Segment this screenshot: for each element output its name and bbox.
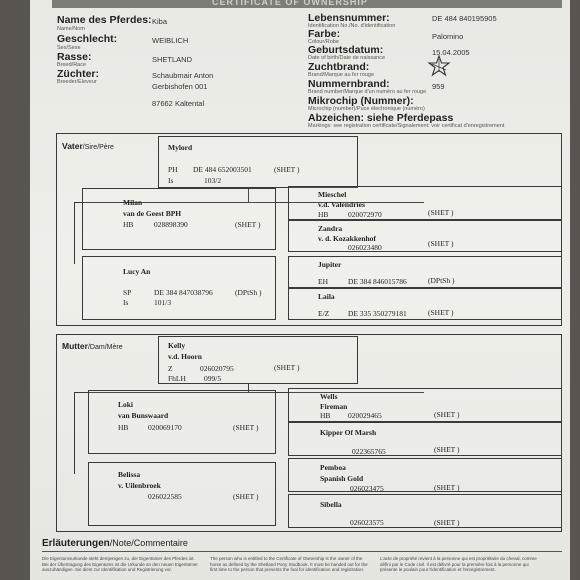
- footer-col-french: L'acte de propriété revient à la personne qui est propriétaire du cheval, comme défini par le Code civil. Il est délivré pour la première fois à la personne qui présente le poulain pour l'identification et l'enregistrement.: [380, 556, 537, 572]
- birth-label: Geburtsdatum:: [308, 44, 384, 56]
- sire-granddam-number: DE 384 847038796: [154, 288, 213, 297]
- birth-sub: Date of birth/Date de naissance: [308, 55, 386, 61]
- sire-ggs2-stud: (DPtSh ): [428, 276, 455, 285]
- breed-value: SHETLAND: [152, 55, 193, 64]
- sire-ggd1-number: 026023480: [348, 243, 382, 252]
- dam-grandsire-code: HB: [118, 423, 129, 432]
- sire-title-text: Vater: [62, 141, 83, 151]
- sire-title-sub: /Sire/Père: [82, 144, 114, 151]
- dam-granddam-name2: v. Uilenbroek: [118, 481, 161, 490]
- dam-ggs2-name: Pemboa: [320, 463, 346, 472]
- banner-text: CERTIFICATE OF OWNERSHIP: [212, 0, 368, 7]
- color-label: Farbe:: [308, 28, 341, 40]
- sire-number: DE 484 652003501: [193, 165, 252, 174]
- dam-ggs1-stud: (SHET ): [434, 410, 460, 419]
- sex-sub: Sex/Sexe: [57, 45, 81, 51]
- sire-is-label: Is: [168, 176, 174, 185]
- number-brand-label: Nummernbrand:: [308, 78, 390, 90]
- sire-ggd1-name: Zandra: [318, 224, 343, 233]
- dam-ggs2-number: 026023475: [350, 484, 384, 493]
- sire-ggs1-name2: v.d. Valendries: [318, 200, 365, 209]
- sire-stud: (SHET ): [274, 165, 300, 174]
- color-value: Palomino: [432, 32, 464, 41]
- dam-fhlh-value: 099/5: [204, 374, 222, 383]
- birth-value: 15.04.2005: [432, 48, 470, 57]
- sire-ggs1-stud: (SHET ): [428, 208, 454, 217]
- name-label: Name des Pferdes:: [57, 14, 152, 26]
- brand-star-icon: [427, 55, 451, 77]
- life-number-label: Lebensnummer:: [308, 12, 390, 24]
- sire-granddam-stud: (DPtSh ): [235, 288, 262, 297]
- footer-title-text: Erläuterungen: [42, 538, 110, 549]
- sire-grandsire-box: [82, 188, 276, 250]
- dam-code: Z: [168, 364, 173, 373]
- sire-title: [62, 141, 114, 151]
- dam-number: 026020795: [200, 364, 234, 373]
- sire-ggs1-code: HB: [318, 210, 329, 219]
- dam-name: Kelly: [168, 341, 186, 350]
- dam-granddam-number: 026022585: [148, 492, 182, 501]
- number-brand-value: 959: [432, 82, 445, 91]
- footer-divider: [42, 551, 562, 552]
- sire-grandsire-name: Milan: [123, 198, 143, 207]
- sire-ggd2-code: E/Z: [318, 309, 330, 318]
- markings-sub: Markings: see registration certificate/Signalement: voir certificat d'enregistrement: [308, 123, 505, 129]
- number-brand-sub: Brand number/Marque d'un numéro au fer rouge: [308, 89, 427, 95]
- dam-ggd2-name: Sibella: [320, 500, 342, 509]
- breed-label: Rasse:: [57, 51, 92, 63]
- dam-title: [62, 341, 123, 351]
- sire-ggd1-stud: (SHET ): [428, 239, 454, 248]
- microchip-sub: Microchip (number)/Puce électronique (numéro): [308, 106, 425, 112]
- breeder-label: Züchter:: [57, 68, 99, 80]
- sex-label: Geschlecht:: [57, 33, 118, 45]
- dam-grandsire-name2: van Bunswaard: [118, 411, 169, 420]
- dam-ggd1-stud: (SHET ): [434, 445, 460, 454]
- dam-ggs2-stud: (SHET ): [434, 483, 460, 492]
- dam-fhlh-label: FhLH: [168, 374, 186, 383]
- sire-granddam-code: SP: [123, 288, 132, 297]
- dam-grandsire-stud: (SHET ): [233, 423, 259, 432]
- sire-name: Mylord: [168, 143, 193, 152]
- dam-title-sub: /Dam/Mère: [87, 344, 123, 351]
- life-number-value: DE 484 840195905: [432, 14, 497, 23]
- connector: [74, 202, 75, 264]
- sire-code: PH: [168, 165, 178, 174]
- dam-grandsire-box: [88, 390, 276, 454]
- dam-ggd1-name: Kipper Of Marsh: [320, 428, 377, 437]
- sire-granddam-is-value: 101/3: [154, 298, 172, 307]
- dam-title-text: Mutter: [62, 341, 88, 351]
- dam-granddam-stud: (SHET ): [233, 492, 259, 501]
- dam-ggs2-name2: Spanish Gold: [320, 474, 364, 483]
- name-sub: Name/Nom: [57, 26, 85, 32]
- dam-stud: (SHET ): [274, 363, 300, 372]
- color-sub: Colour/Robe: [308, 39, 339, 45]
- breeder-sub: Breeder/Eleveur: [57, 79, 97, 85]
- dam-ggs1-number: 020029465: [348, 411, 382, 420]
- dam-ggd2-number: 026023575: [350, 518, 384, 527]
- sire-ggs1-number: 020072970: [348, 210, 382, 219]
- sex-value: WEIBLICH: [152, 36, 189, 45]
- sire-grandsire-number: 028898390: [154, 220, 188, 229]
- name-value: Kiba: [152, 17, 168, 26]
- dam-ggs1-name2: Fireman: [320, 402, 348, 411]
- breeder-line3: 87662 Kaltental: [152, 99, 205, 108]
- sire-ggs1-name: Mieschel: [318, 190, 347, 199]
- sire-granddam-name: Lucy An: [123, 267, 151, 276]
- connector: [74, 392, 75, 474]
- dam-grandsire-name: Loki: [118, 400, 134, 409]
- sire-grandsire-stud: (SHET ): [235, 220, 261, 229]
- breed-sub: Breed/Race: [57, 62, 87, 68]
- sire-grandsire-name2: van de Geest BPH: [123, 209, 182, 218]
- dam-ggs1-code: HB: [320, 411, 331, 420]
- brand-sub: Brand/Marque au fer rouge: [308, 72, 375, 78]
- dam-ggd2-stud: (SHET ): [434, 518, 460, 527]
- sire-ggs2-code: EH: [318, 277, 328, 286]
- certificate-sheet: [30, 0, 570, 580]
- footer-col-english: The person who is entitled to the Certificate of Ownership is the owner of the horse as defined by the Shetland Pony Studbook. It must be handed out for the first time to the person that presents the foal for identification and registration.: [210, 556, 368, 572]
- header-banner: [52, 0, 562, 8]
- sire-ggd2-number: DE 335 350279181: [348, 309, 407, 318]
- dam-grandsire-number: 020069170: [148, 423, 182, 432]
- sire-ggd2-name: Laila: [318, 292, 335, 301]
- microchip-label: Mikrochip (Nummer):: [308, 95, 414, 107]
- sire-ggs2-name: Jupiter: [318, 260, 342, 269]
- sire-ggs2-number: DE 384 846015786: [348, 277, 407, 286]
- sire-grandsire-code: HB: [123, 220, 134, 229]
- breeder-line2: Gerbishofen 001: [152, 82, 208, 91]
- life-number-sub: Identification No./No. d'identification: [308, 23, 396, 29]
- footer-title: [42, 538, 188, 549]
- sire-granddam-is-label: Is: [123, 298, 129, 307]
- breeder-line1: Schaubmair Anton: [152, 71, 214, 80]
- footer-title-sub: /Note/Commentaire: [109, 538, 188, 548]
- footer-col-german: Die Eigentumsurkunde steht demjenigen zu, der Eigentümer des Pferdes ist. Bei der Übertragung des Eigentums ist die Urkunde an den neuen Eigentümer auszuhändigen. Sie dient zur Identifikation und Registrierung vor.: [42, 556, 198, 572]
- sire-ggd1-name2: v. d. Kozakkenhof: [318, 234, 376, 243]
- dam-name2: v.d. Hoorn: [168, 352, 202, 361]
- sire-ggd2-stud: (SHET ): [428, 308, 454, 317]
- dam-ggd1-number: 022365765: [352, 447, 386, 456]
- brand-label: Zuchtbrand:: [308, 61, 370, 73]
- dam-granddam-name: Belissa: [118, 470, 141, 479]
- markings-label: Abzeichen: siehe Pferdepass: [308, 112, 454, 124]
- dam-ggs1-name: Wells: [320, 392, 338, 401]
- sire-is-value: 103/2: [204, 176, 222, 185]
